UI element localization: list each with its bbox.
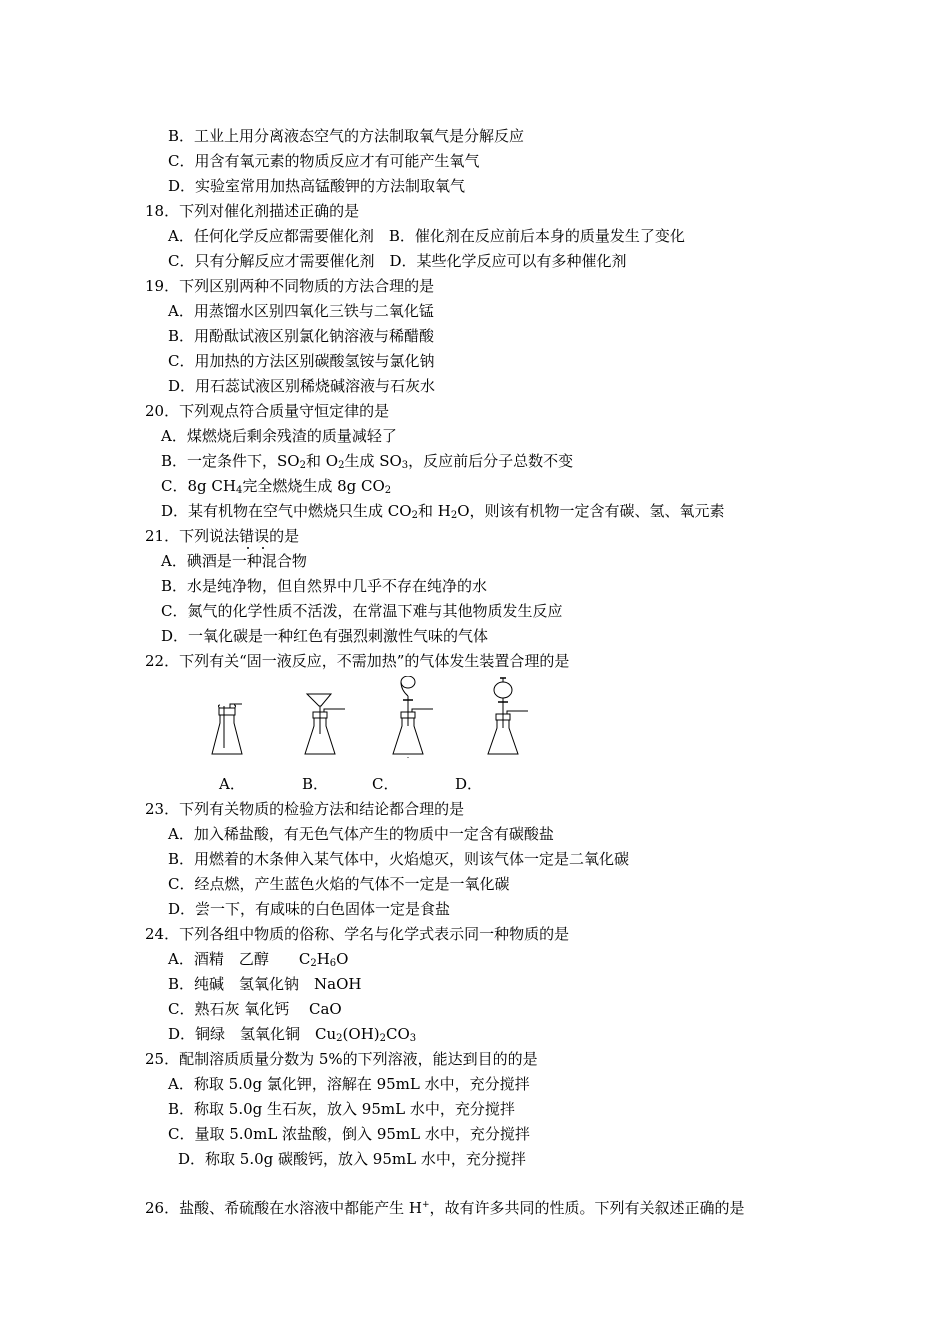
q17-option-c: C．用含有氧元素的物质反应才有可能产生氧气	[168, 152, 480, 170]
q19-option-b: B．用酚酞试液区别氯化钠溶液与稀醋酸	[168, 327, 435, 345]
q23-option-a: A．加入稀盐酸，有无色气体产生的物质中一定含有碳酸盐	[168, 825, 554, 843]
q20-option-b: B．一定条件下，$SO_2$和 $O_2$生成 $SO_3$，反应前后分子总数不变	[161, 452, 574, 471]
q21-option-a: A．碘酒是一种混合物	[161, 552, 307, 570]
q19-option-a: A．用蒸馏水区别四氧化三铁与二氧化锰	[168, 302, 434, 320]
apparatus-b-funnel-flask	[301, 676, 349, 758]
apparatus-label-d: D．	[455, 775, 483, 793]
apparatus-c-dropping-funnel-flask	[389, 676, 437, 758]
q21-option-d: D．一氧化碳是一种红色有强烈刺激性气味的气体	[161, 627, 489, 645]
apparatus-d-separatory-funnel-flask	[484, 676, 532, 758]
q20-option-d: D．某有机物在空气中燃烧只生成 $CO_2$和 $H_2O$，则该有机物一定含有碳、氢、氧元素	[161, 502, 725, 521]
q21-option-c: C．氮气的化学性质不活泼，在常温下难与其他物质发生反应	[161, 602, 563, 620]
apparatus-label-b: B．	[302, 775, 329, 793]
q25-stem: 25．配制溶质质量分数为 5%的下列溶液，能达到目的的是	[145, 1050, 538, 1068]
q19-stem: 19．下列区别两种不同物质的方法合理的是	[145, 277, 435, 295]
q24-option-b: B．纯碱 氢氧化钠 NaOH	[168, 975, 362, 993]
apparatus-label-a: A．	[219, 775, 245, 793]
q26-stem: 26．盐酸、希硫酸在水溶液中都能产生 H+，故有许多共同的性质。下列有关叙述正确的是	[145, 1199, 745, 1217]
q18-stem: 18．下列对催化剂描述正确的是	[145, 202, 360, 220]
q23-option-c: C．经点燃，产生蓝色火焰的气体不一定是一氧化碳	[168, 875, 510, 893]
q20-stem: 20．下列观点符合质量守恒定律的是	[145, 402, 390, 420]
q20-option-c: C．8g $CH_4$完全燃烧生成 8g $CO_2$	[161, 477, 392, 496]
q17-option-b: B．工业上用分离液态空气的方法制取氧气是分解反应	[168, 127, 525, 145]
q23-stem: 23．下列有关物质的检验方法和结论都合理的是	[145, 800, 465, 818]
q20-option-a: A．煤燃烧后剩余残渣的质量减轻了	[161, 427, 397, 445]
q25-option-b: B．称取 5.0g 生石灰，放入 95mL 水中，充分搅拌	[168, 1100, 515, 1118]
q24-option-c: C．熟石灰 氧化钙 CaO	[168, 1000, 342, 1018]
q21-stem: 21．下列说法错误的是	[145, 527, 300, 545]
q24-stem: 24．下列各组中物质的俗称、学名与化学式表示同一种物质的是	[145, 925, 570, 943]
q19-option-c: C．用加热的方法区别碳酸氢铵与氯化钠	[168, 352, 435, 370]
q19-option-d: D．用石蕊试液区别稀烧碱溶液与石灰水	[168, 377, 436, 395]
q23-option-b: B．用燃着的木条伸入某气体中，火焰熄灭，则该气体一定是二氧化碳	[168, 850, 630, 868]
q24-option-d: D．铜绿 氢氧化铜 $Cu_2(OH)_2CO_3$	[168, 1025, 417, 1044]
q25-option-c: C．量取 5.0mL 浓盐酸，倒入 95mL 水中，充分搅拌	[168, 1125, 530, 1143]
q18-options-cd: C．只有分解反应才需要催化剂 D．某些化学反应可以有多种催化剂	[168, 252, 627, 270]
q21-option-b: B．水是纯净物，但自然界中几乎不存在纯净的水	[161, 577, 488, 595]
q18-options-ab: A．任何化学反应都需要催化剂 B．催化剂在反应前后本身的质量发生了变化	[168, 227, 685, 245]
q25-option-d: D．称取 5.0g 碳酸钙，放入 95mL 水中，充分搅拌	[178, 1150, 526, 1168]
apparatus-a-flask	[208, 676, 248, 758]
q24-option-a: A．酒精 乙醇 $C_2H_6O$	[168, 950, 349, 969]
apparatus-label-c: C．	[372, 775, 399, 793]
q17-option-d: D．实验室常用加热高锰酸钾的方法制取氧气	[168, 177, 466, 195]
q23-option-d: D．尝一下，有咸味的白色固体一定是食盐	[168, 900, 451, 918]
q22-stem: 22．下列有关“固一液反应，不需加热”的气体发生装置合理的是	[145, 652, 570, 670]
q25-option-a: A．称取 5.0g 氯化钾，溶解在 95mL 水中，充分搅拌	[168, 1075, 530, 1093]
